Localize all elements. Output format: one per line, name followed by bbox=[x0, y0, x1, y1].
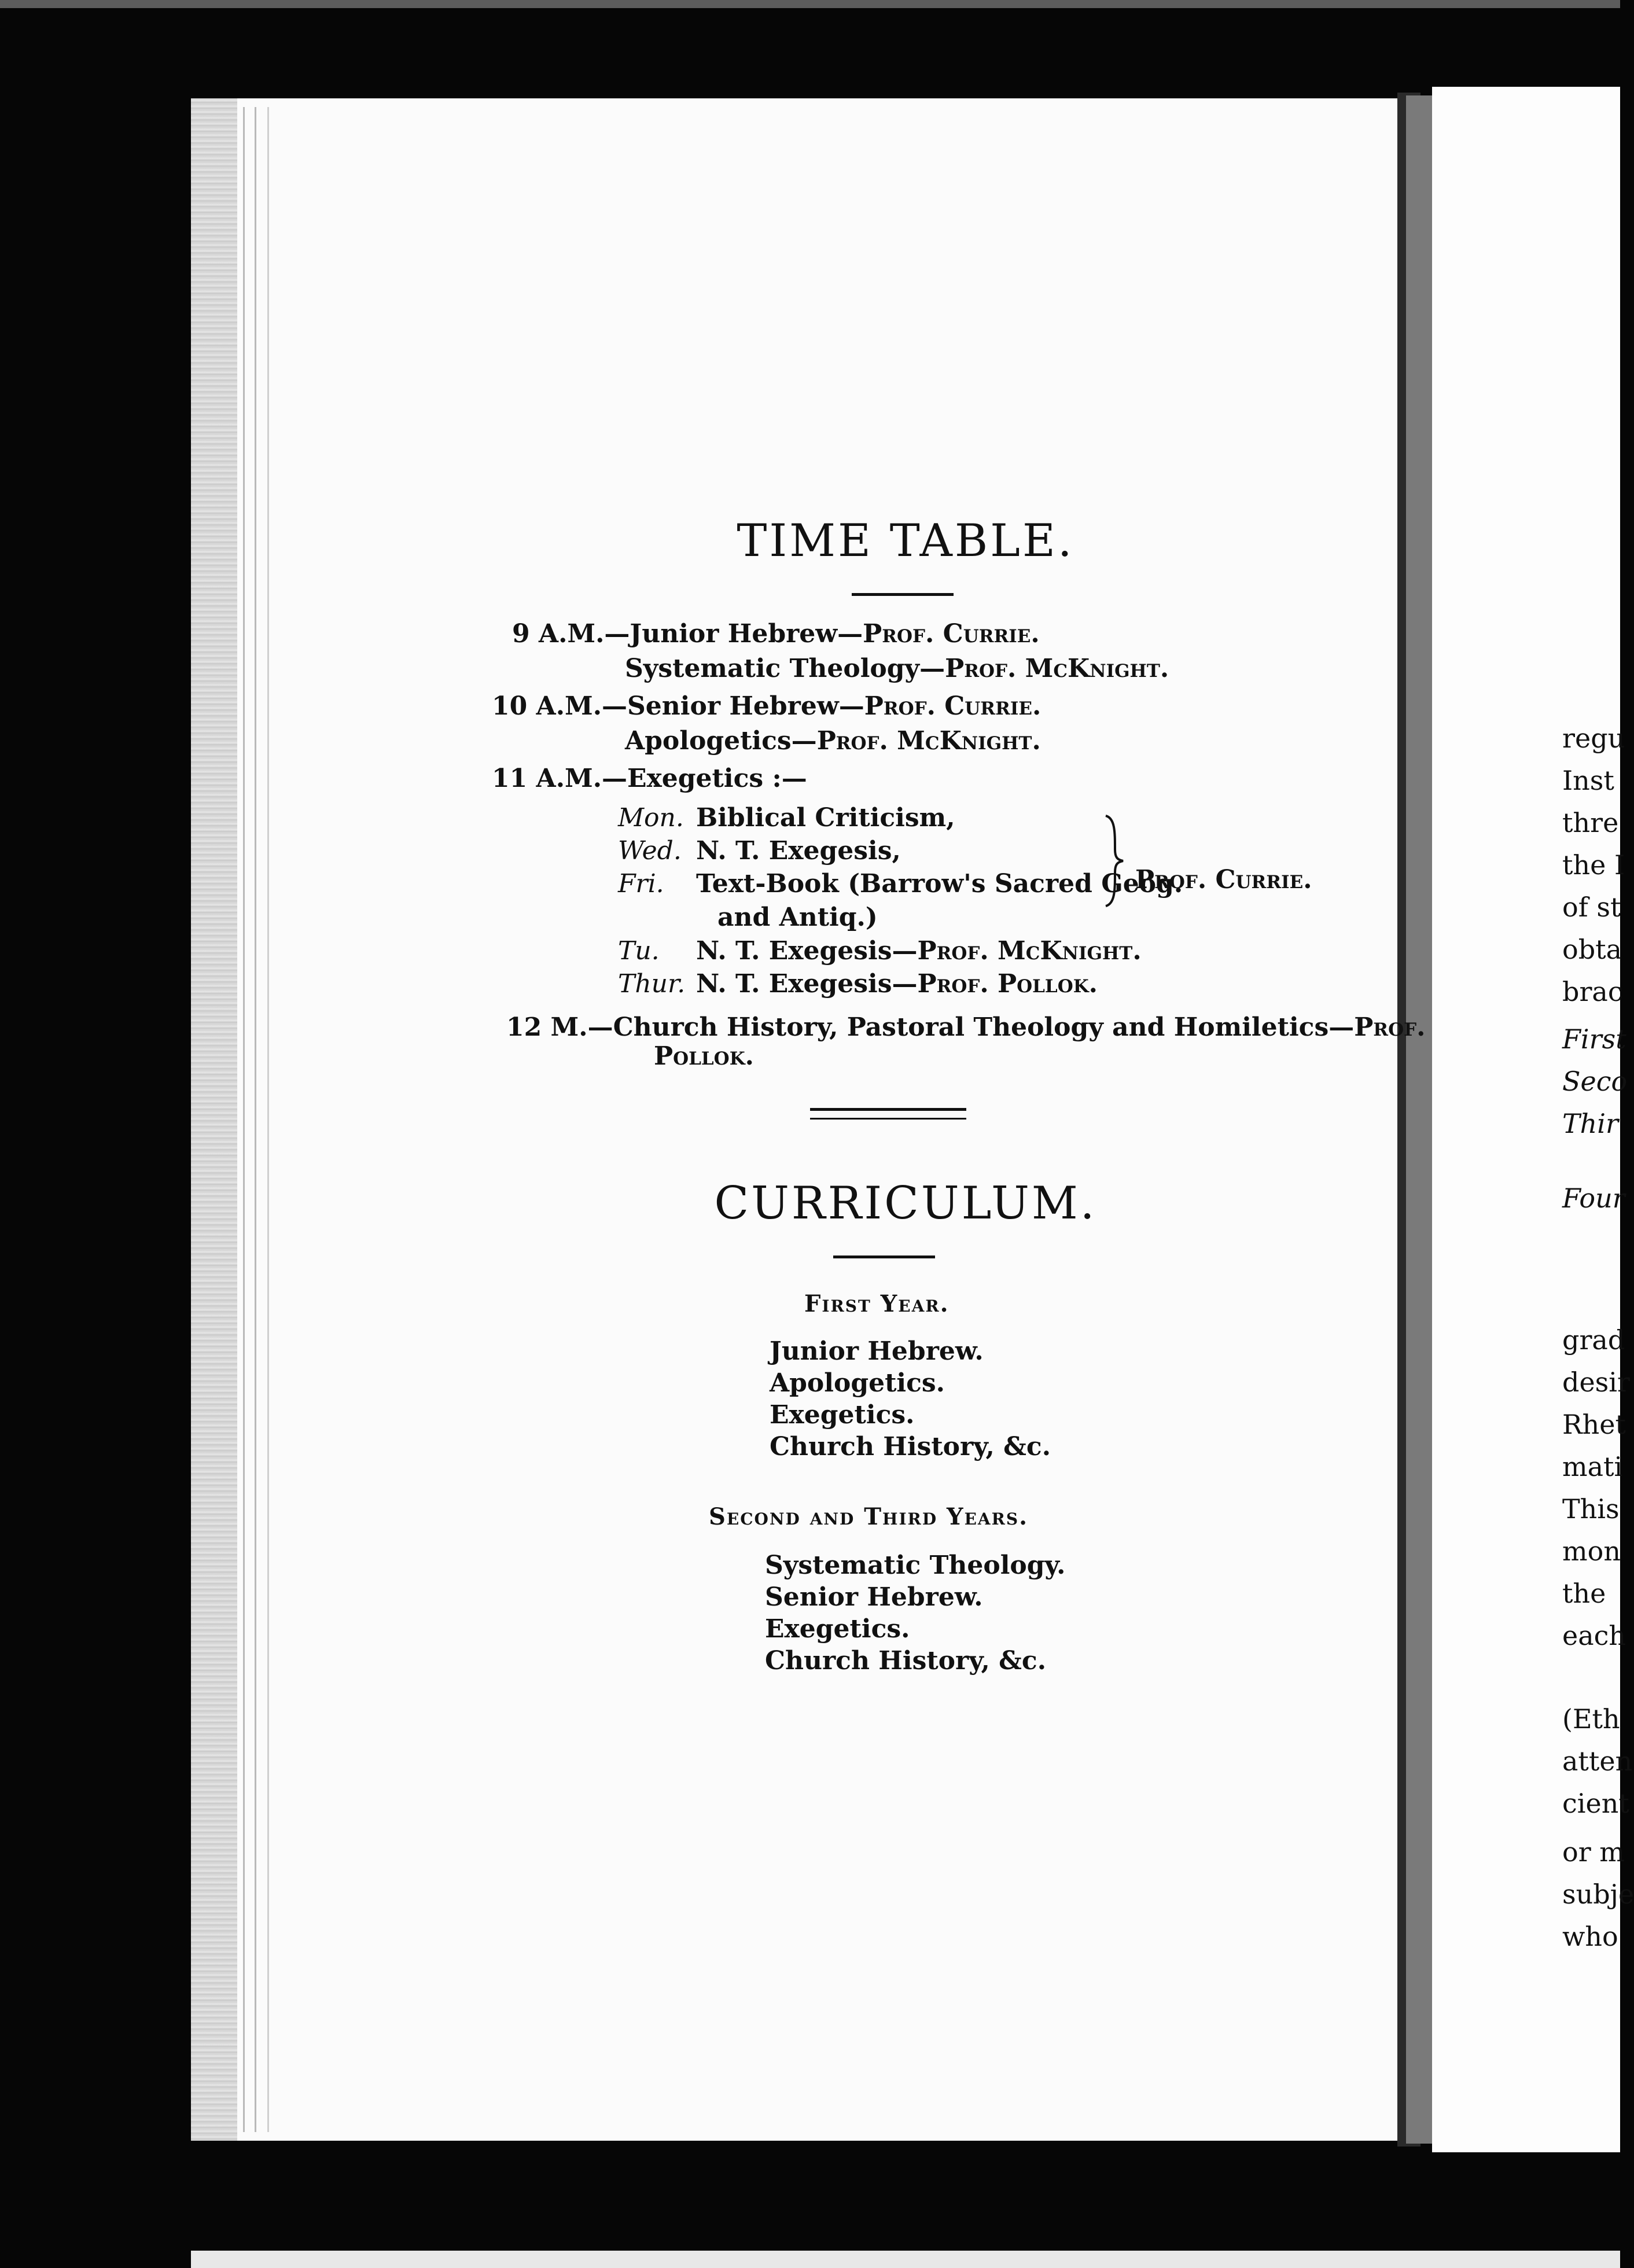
title-rule bbox=[833, 1256, 935, 1258]
text-fragment: thre bbox=[1562, 807, 1619, 838]
day-label: Mon. bbox=[618, 803, 684, 833]
course-label: —Exegetics :— bbox=[602, 764, 807, 793]
curriculum-item: Church History, &c. bbox=[765, 1646, 1047, 1676]
day-label: Fri. bbox=[618, 869, 664, 899]
text-fragment: Seco bbox=[1562, 1066, 1628, 1097]
timetable-row-noon bbox=[506, 1013, 1425, 1042]
text-fragment: subje bbox=[1562, 1879, 1634, 1910]
exegetics-row-fri-cont bbox=[717, 903, 878, 932]
professor-label: Prof. Currie. bbox=[1135, 865, 1312, 894]
course-label: Apologetics— bbox=[625, 726, 817, 756]
course-label: Systematic Theology— bbox=[625, 654, 945, 683]
exegetics-row-mon bbox=[618, 803, 955, 833]
text-fragment: atten bbox=[1562, 1746, 1633, 1777]
text-fragment: This bbox=[1562, 1493, 1620, 1525]
text-fragment: Rhet bbox=[1562, 1409, 1626, 1440]
time-label: 9 A.M. bbox=[512, 619, 605, 649]
curriculum-item: Senior Hebrew. bbox=[765, 1582, 983, 1612]
first-year-heading: First Year. bbox=[804, 1290, 950, 1317]
professor-label: Prof. Pollok. bbox=[917, 969, 1098, 999]
day-label: Tu. bbox=[618, 936, 660, 966]
book-gutter-shadow bbox=[1406, 95, 1432, 2144]
time-label: 11 A.M. bbox=[492, 764, 602, 793]
course-label: —Church History, Pastoral Theology and Homiletics— bbox=[587, 1013, 1355, 1042]
left-page bbox=[191, 98, 1435, 2141]
text-fragment: desir bbox=[1562, 1367, 1630, 1398]
day-label: Wed. bbox=[618, 836, 682, 866]
curly-brace bbox=[1102, 815, 1125, 907]
page-edge-line bbox=[267, 107, 269, 2132]
time-label: 10 A.M. bbox=[492, 691, 602, 721]
exegetics-row-wed bbox=[618, 836, 901, 866]
subject-label: N. T. Exegesis, bbox=[696, 836, 901, 866]
text-fragment: brac bbox=[1562, 976, 1623, 1007]
professor-label: Prof. McKnight. bbox=[816, 726, 1041, 756]
scan-border-top bbox=[0, 0, 1620, 8]
text-fragment: Inst bbox=[1562, 765, 1614, 796]
text-fragment: Thir bbox=[1562, 1108, 1619, 1139]
exegetics-row-tu bbox=[618, 936, 1142, 966]
curriculum-item: Church History, &c. bbox=[770, 1432, 1051, 1461]
right-page-text-block bbox=[1562, 1319, 1630, 1657]
right-page-text-block bbox=[1562, 1177, 1625, 1220]
course-label: —Senior Hebrew— bbox=[602, 691, 864, 721]
timetable-row-noon-cont bbox=[654, 1041, 754, 1071]
curriculum-item: Systematic Theology. bbox=[765, 1551, 1066, 1580]
right-page-text-block bbox=[1562, 1831, 1634, 1958]
text-fragment: who bbox=[1562, 1921, 1618, 1952]
page-edge-line bbox=[255, 107, 256, 2132]
text-fragment: or m bbox=[1562, 1836, 1625, 1868]
curriculum-item: Junior Hebrew. bbox=[770, 1337, 984, 1366]
text-fragment: the bbox=[1562, 1578, 1606, 1609]
text-fragment: First bbox=[1562, 1023, 1626, 1055]
timetable-row-9am bbox=[512, 619, 1040, 649]
timetable-row-10am bbox=[492, 691, 1041, 721]
professor-label: Prof. McKnight. bbox=[945, 654, 1169, 683]
day-label: Thur. bbox=[618, 969, 686, 999]
curriculum-item: Exegetics. bbox=[765, 1614, 910, 1644]
right-page-text-block bbox=[1562, 1698, 1633, 1825]
professor-label: Prof. McKnight. bbox=[917, 936, 1142, 966]
subject-label: Text-Book (Barrow's Sacred Geog. bbox=[696, 869, 1183, 899]
second-third-years-heading: Second and Third Years. bbox=[709, 1503, 1029, 1530]
professor-label: Prof. bbox=[1354, 1013, 1426, 1042]
right-page-text-block bbox=[1562, 1018, 1628, 1145]
text-fragment: obta bbox=[1562, 934, 1622, 965]
text-fragment: mon bbox=[1562, 1536, 1621, 1567]
text-fragment: Four bbox=[1562, 1183, 1625, 1214]
text-fragment: mati bbox=[1562, 1451, 1623, 1482]
text-fragment: each bbox=[1562, 1620, 1626, 1651]
page-edge-texture bbox=[191, 98, 237, 2141]
page-edge-line bbox=[243, 107, 245, 2132]
text-fragment: cient bbox=[1562, 1788, 1629, 1819]
text-fragment: the I bbox=[1562, 849, 1625, 881]
course-label: —Junior Hebrew— bbox=[604, 619, 863, 649]
section-divider bbox=[810, 1108, 966, 1111]
subject-label: N. T. Exegesis— bbox=[696, 969, 918, 999]
text-fragment: regu bbox=[1562, 723, 1625, 754]
text-fragment: (Eth bbox=[1562, 1703, 1620, 1735]
timetable-row-10am-second bbox=[625, 726, 1041, 756]
time-label: 12 M. bbox=[506, 1013, 588, 1042]
text-fragment: of st bbox=[1562, 892, 1621, 923]
title-rule bbox=[852, 593, 954, 596]
subject-label: N. T. Exegesis— bbox=[696, 936, 918, 966]
curriculum-title: CURRICULUM. bbox=[714, 1177, 1097, 1229]
curriculum-item: Apologetics. bbox=[770, 1368, 945, 1398]
brace-professor bbox=[1135, 865, 1312, 894]
right-page-text-block bbox=[1562, 717, 1625, 1013]
professor-label: Pollok. bbox=[654, 1041, 754, 1071]
curriculum-item: Exegetics. bbox=[770, 1400, 915, 1430]
exegetics-row-fri bbox=[618, 869, 1183, 899]
scan-border-bottom bbox=[191, 2251, 1620, 2268]
timetable-title: TIME TABLE. bbox=[737, 515, 1074, 567]
text-fragment: grad bbox=[1562, 1324, 1625, 1356]
exegetics-row-thur bbox=[618, 969, 1098, 999]
subject-label: Biblical Criticism, bbox=[696, 803, 955, 833]
professor-label: Prof. Currie. bbox=[863, 619, 1040, 649]
timetable-row-9am-second bbox=[625, 654, 1169, 683]
subject-label: and Antiq.) bbox=[717, 903, 878, 932]
timetable-row-11am bbox=[492, 764, 807, 793]
section-divider bbox=[810, 1118, 966, 1120]
professor-label: Prof. Currie. bbox=[864, 691, 1042, 721]
